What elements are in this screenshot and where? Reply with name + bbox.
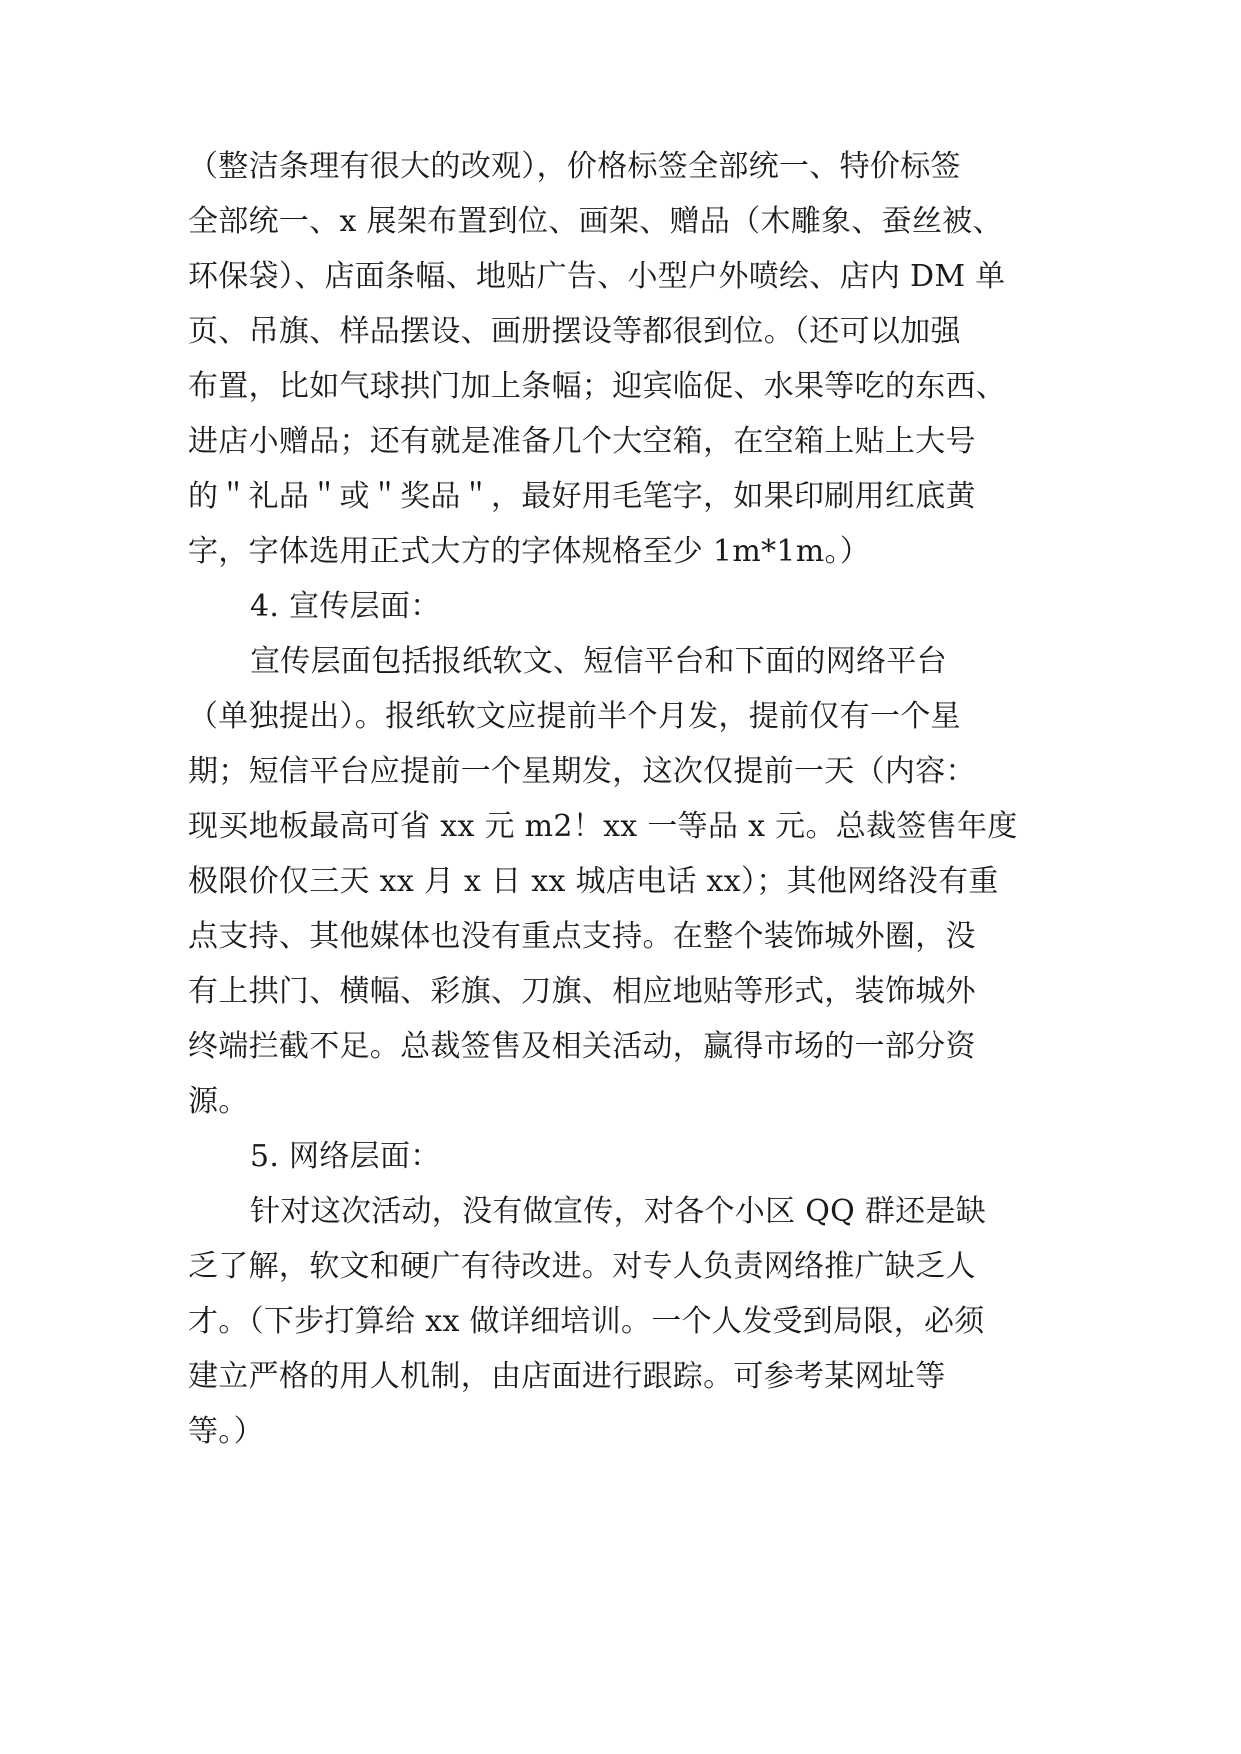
section-heading-5: 5. 网络层面： — [250, 1139, 441, 1174]
paragraph-line: 乏了解，软文和硬广有待改进。对专人负责网络推广缺乏人 — [188, 1249, 976, 1284]
paragraph-line: 现买地板最高可省 xx 元 m2！xx 一等品 x 元。总裁签售年度 — [188, 809, 1018, 844]
paragraph-line: 源。 — [188, 1084, 249, 1119]
paragraph-line: 字，字体选用正式大方的字体规格至少 1m*1m。） — [188, 534, 871, 569]
paragraph-line: 进店小赠品；还有就是准备几个大空箱，在空箱上贴上大号 — [188, 424, 976, 459]
paragraph-line: 全部统一、x 展架布置到位、画架、赠品（木雕象、蚕丝被、 — [188, 204, 1003, 239]
paragraph-line: （整洁条理有很大的改观），价格标签全部统一、特价标签 — [188, 149, 961, 184]
paragraph-line: 针对这次活动，没有做宣传，对各个小区 QQ 群还是缺 — [250, 1194, 987, 1229]
paragraph-line: 宣传层面包括报纸软文、短信平台和下面的网络平台 — [250, 644, 947, 679]
paragraph-line: 期；短信平台应提前一个星期发，这次仅提前一天（内容： — [188, 754, 976, 789]
paragraph-line: （单独提出）。报纸软文应提前半个月发，提前仅有一个星 — [188, 699, 961, 734]
paragraph-line: 等。） — [188, 1414, 264, 1449]
paragraph-line: 布置，比如气球拱门加上条幅；迎宾临促、水果等吃的东西、 — [188, 369, 1007, 404]
paragraph-line: 极限价仅三天 xx 月 x 日 xx 城店电话 xx）；其他网络没有重 — [188, 864, 999, 899]
paragraph-line: 有上拱门、横幅、彩旗、刀旗、相应地贴等形式，装饰城外 — [188, 974, 976, 1009]
paragraph-line: 终端拦截不足。总裁签售及相关活动，赢得市场的一部分资 — [188, 1029, 976, 1064]
section-heading-4: 4. 宣传层面： — [250, 589, 441, 624]
paragraph-line: 页、吊旗、样品摆设、画册摆设等都很到位。（还可以加强 — [188, 314, 961, 349]
paragraph-line: 环保袋）、店面条幅、地贴广告、小型户外喷绘、店内 DM 单 — [188, 259, 1006, 294]
paragraph-line: 的＂礼品＂或＂奖品＂，最好用毛笔字，如果印刷用红底黄 — [188, 479, 976, 514]
paragraph-line: 点支持、其他媒体也没有重点支持。在整个装饰城外圈，没 — [188, 919, 976, 954]
paragraph-line: 才。（下步打算给 xx 做详细培训。一个人发受到局限，必须 — [188, 1304, 985, 1339]
paragraph-line: 建立严格的用人机制，由店面进行跟踪。可参考某网址等 — [188, 1359, 946, 1394]
